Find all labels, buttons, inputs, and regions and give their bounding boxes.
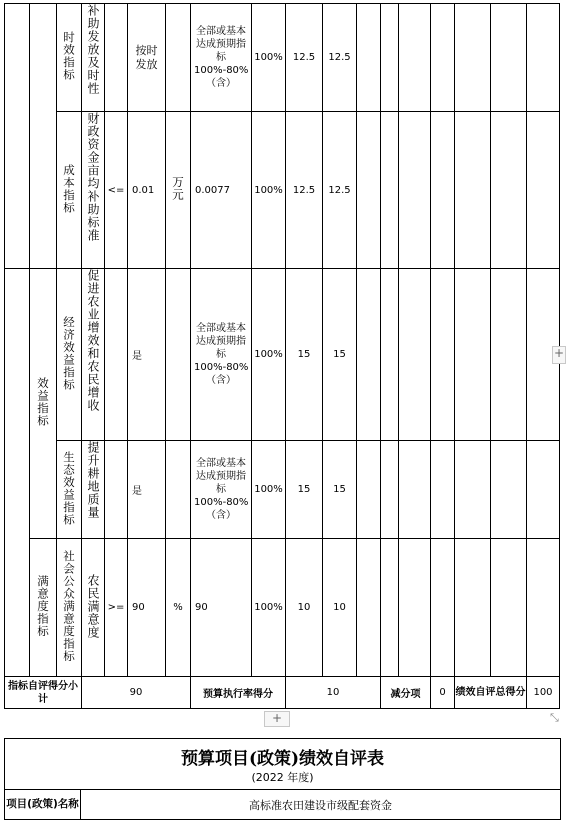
- indicator-cell: 农民满意度: [82, 539, 105, 677]
- indicator-cell: 补助发放及时性: [82, 4, 105, 112]
- score-cell: 10: [323, 539, 357, 677]
- table-row: [5, 441, 560, 539]
- score-cell: 15: [323, 441, 357, 539]
- operator-cell: [105, 4, 128, 112]
- unit-cell: 万元: [166, 112, 191, 269]
- form-year: (2022 年度): [251, 771, 314, 784]
- deduction-value: 0: [431, 677, 455, 709]
- operator-cell: [105, 269, 128, 441]
- group-cell: 满意度指标: [30, 539, 57, 677]
- total-score-value: 100: [527, 677, 560, 709]
- unit-cell: [166, 441, 191, 539]
- weight-cell: 12.5: [286, 4, 323, 112]
- add-column-button[interactable]: +: [552, 346, 566, 364]
- indicator-cell: 提升耕地质量: [82, 441, 105, 539]
- add-row-button[interactable]: +: [264, 711, 290, 727]
- resize-handle-icon[interactable]: ⤡: [550, 711, 559, 724]
- actual-value-cell: 0.0077: [191, 112, 252, 269]
- actual-value-cell: 全部或基本达成预期指标100%-80%（含）: [191, 269, 252, 441]
- subgroup-cell: 效益指标: [30, 269, 57, 539]
- subgroup-cell: [30, 4, 57, 269]
- completion-cell: 100%: [252, 4, 286, 112]
- outer-group-cell: [5, 269, 30, 677]
- completion-cell: 100%: [252, 269, 286, 441]
- unit-cell: [166, 269, 191, 441]
- indicator-table: [4, 3, 560, 709]
- weight-cell: 15: [286, 269, 323, 441]
- unit-cell: %: [166, 539, 191, 677]
- actual-value-cell: 全部或基本达成预期指标100%-80%（含）: [191, 4, 252, 112]
- table-row: [5, 539, 560, 677]
- weight-cell: 15: [286, 441, 323, 539]
- completion-cell: 100%: [252, 539, 286, 677]
- completion-cell: 100%: [252, 441, 286, 539]
- self-evaluation-header: [4, 738, 561, 824]
- category-cell: 社会公众满意度指标: [57, 539, 82, 677]
- score-cell: 12.5: [323, 112, 357, 269]
- form-title: 预算项目(政策)绩效自评表: [180, 749, 385, 769]
- target-value-cell: 按时发放: [128, 4, 166, 112]
- deduction-label: 减分项: [381, 677, 431, 709]
- unit-cell: [166, 4, 191, 112]
- target-value-cell: 是: [128, 441, 166, 539]
- category-cell: 时效指标: [57, 4, 82, 112]
- operator-cell: >=: [105, 539, 128, 677]
- indicator-cell: 财政资金亩均补助标准: [82, 112, 105, 269]
- weight-cell: 12.5: [286, 112, 323, 269]
- table-row: [5, 4, 560, 112]
- completion-cell: 100%: [252, 112, 286, 269]
- target-value-cell: 是: [128, 269, 166, 441]
- subtotal-label: 指标自评得分小计: [5, 677, 82, 709]
- project-name-label: 项目(政策)名称: [5, 790, 81, 820]
- indicator-cell: 促进农业增效和农民增收: [82, 269, 105, 441]
- operator-cell: <=: [105, 112, 128, 269]
- target-value-cell: 0.01: [128, 112, 166, 269]
- budget-execution-value: 10: [286, 677, 381, 709]
- project-name-value: 高标准农田建设市级配套资金: [81, 790, 561, 820]
- outer-group-cell: [5, 4, 30, 269]
- score-cell: 15: [323, 269, 357, 441]
- category-cell: 经济效益指标: [57, 269, 82, 441]
- category-cell: 成本指标: [57, 112, 82, 269]
- actual-value-cell: 全部或基本达成预期指标100%-80%（含）: [191, 441, 252, 539]
- target-value-cell: 90: [128, 539, 166, 677]
- table-row: [5, 112, 560, 269]
- header-table: [4, 738, 561, 820]
- actual-value-cell: 90: [191, 539, 252, 677]
- score-summary-row: [5, 677, 560, 709]
- table-row: [5, 269, 560, 441]
- category-cell: 生态效益指标: [57, 441, 82, 539]
- weight-cell: 10: [286, 539, 323, 677]
- subtotal-value: 90: [82, 677, 191, 709]
- operator-cell: [105, 441, 128, 539]
- form-title-cell: [5, 739, 561, 790]
- score-cell: 12.5: [323, 4, 357, 112]
- budget-execution-label: 预算执行率得分: [191, 677, 286, 709]
- total-score-label: 绩效自评总得分: [455, 677, 527, 709]
